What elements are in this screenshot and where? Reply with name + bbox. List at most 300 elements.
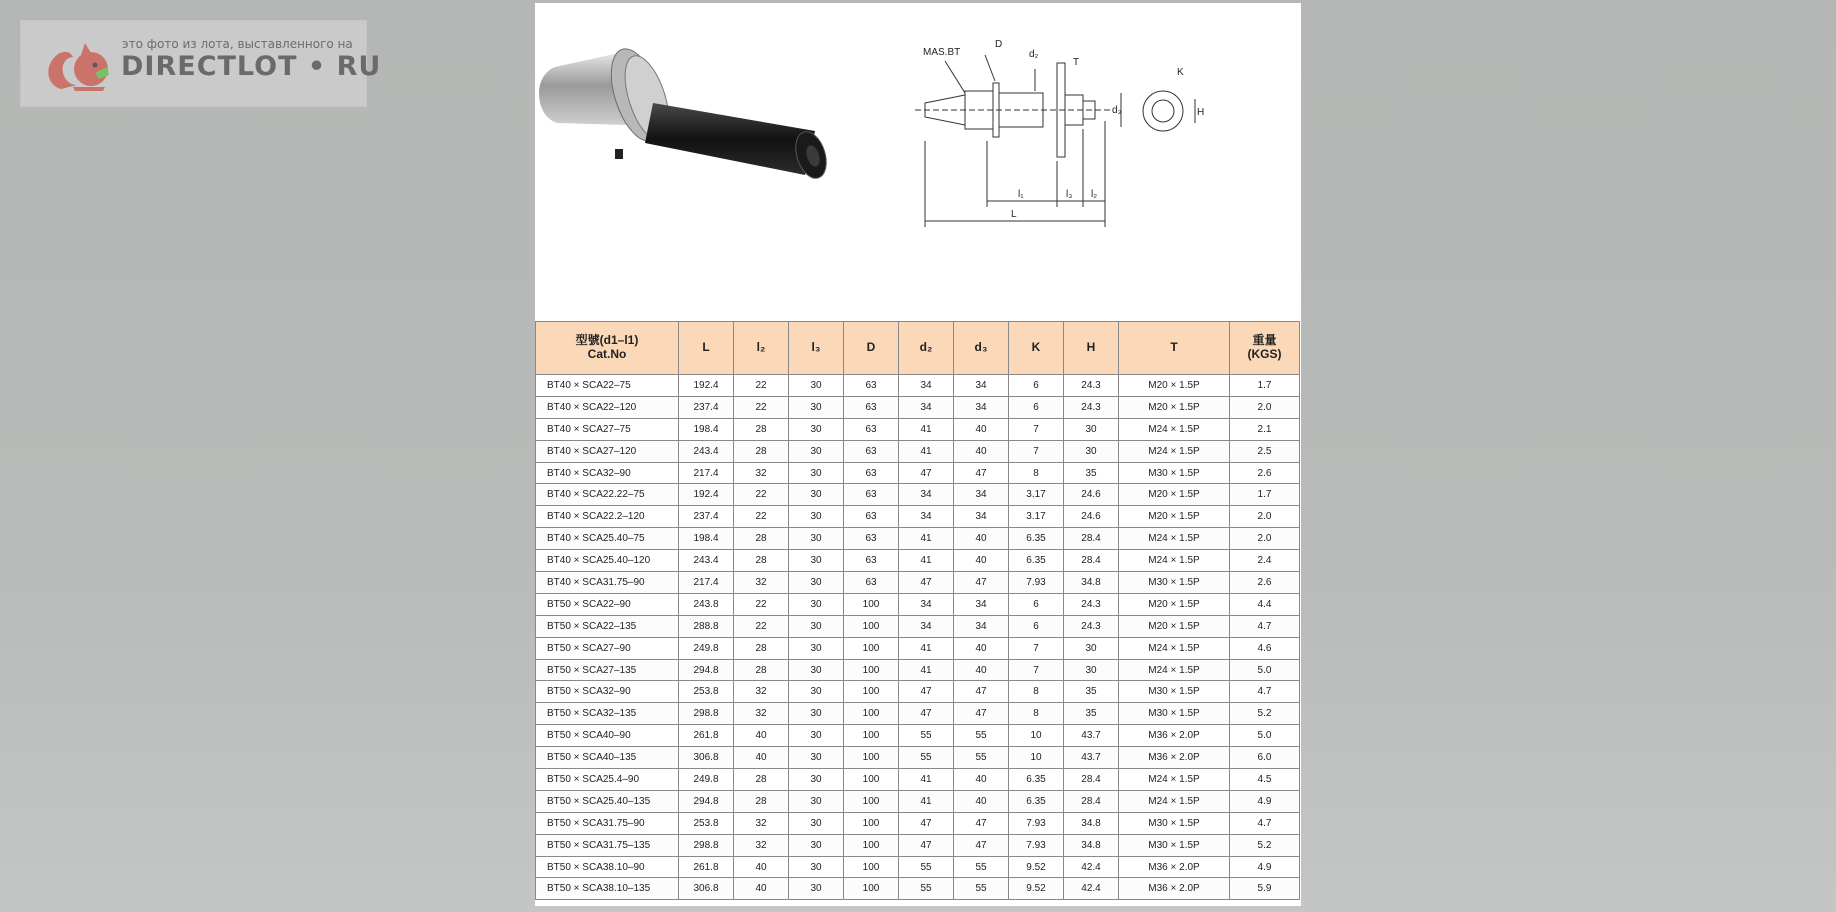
table-cell: M20 × 1.5P — [1119, 593, 1230, 615]
column-header — [1119, 322, 1230, 375]
column-header — [844, 322, 899, 375]
drawing-label-l3: l₃ — [1066, 189, 1073, 200]
table-cell: 2.0 — [1230, 506, 1300, 528]
table-cell: 30 — [789, 615, 844, 637]
table-cell: 34 — [899, 615, 954, 637]
table-cell: M20 × 1.5P — [1119, 615, 1230, 637]
table-cell: 30 — [1064, 418, 1119, 440]
table-cell: 55 — [954, 878, 1009, 900]
table-row — [536, 812, 1300, 834]
table-cell: 28 — [734, 659, 789, 681]
table-cell: 63 — [844, 418, 899, 440]
table-row — [536, 856, 1300, 878]
watermark-caption: это фото из лота, выставленного на — [122, 37, 353, 51]
table-row — [536, 528, 1300, 550]
table-row — [536, 484, 1300, 506]
table-cell: 24.3 — [1064, 593, 1119, 615]
table-cell: 42.4 — [1064, 878, 1119, 900]
drawing-label-t: T — [1073, 57, 1080, 68]
table-cell: 34.8 — [1064, 834, 1119, 856]
table-row — [536, 593, 1300, 615]
table-cell: 4.9 — [1230, 790, 1300, 812]
table-cell: 41 — [899, 528, 954, 550]
table-cell: 7.93 — [1009, 812, 1064, 834]
table-cell: 298.8 — [679, 834, 734, 856]
watermark — [20, 20, 382, 107]
table-cell: 7.93 — [1009, 572, 1064, 594]
table-cell: 40 — [954, 418, 1009, 440]
table-cell: 8 — [1009, 681, 1064, 703]
table-cell: 63 — [844, 528, 899, 550]
table-cell: 43.7 — [1064, 725, 1119, 747]
table-cell: 47 — [899, 703, 954, 725]
table-cell: 192.4 — [679, 484, 734, 506]
cat-no-cell: BT50 × SCA27–90 — [536, 637, 679, 659]
table-cell: 40 — [954, 769, 1009, 791]
cat-no-cell: BT50 × SCA31.75–135 — [536, 834, 679, 856]
table-row — [536, 747, 1300, 769]
table-cell: 2.0 — [1230, 528, 1300, 550]
table-cell: 28 — [734, 769, 789, 791]
table-cell: 100 — [844, 703, 899, 725]
column-header — [1230, 322, 1300, 375]
table-cell: 7 — [1009, 659, 1064, 681]
table-cell: 100 — [844, 834, 899, 856]
cat-no-cell: BT50 × SCA38.10–135 — [536, 878, 679, 900]
cat-no-cell: BT40 × SCA25.40–120 — [536, 550, 679, 572]
table-cell: 7 — [1009, 637, 1064, 659]
column-header-sublabel: Cat.No — [587, 347, 627, 361]
table-cell: 34 — [954, 396, 1009, 418]
table-cell: 22 — [734, 593, 789, 615]
table-cell: 28 — [734, 550, 789, 572]
table-cell: 47 — [954, 703, 1009, 725]
table-cell: 249.8 — [679, 637, 734, 659]
drawing-label-k: K — [1177, 67, 1184, 78]
table-cell: 237.4 — [679, 506, 734, 528]
drawing-label-d3: d₃ — [1112, 105, 1122, 116]
table-cell: M36 × 2.0P — [1119, 856, 1230, 878]
table-cell: 30 — [789, 725, 844, 747]
table-cell: 40 — [954, 528, 1009, 550]
table-cell: 6.0 — [1230, 747, 1300, 769]
table-cell: 6.35 — [1009, 769, 1064, 791]
table-cell: 7 — [1009, 418, 1064, 440]
table-cell: 22 — [734, 506, 789, 528]
table-cell: 5.0 — [1230, 659, 1300, 681]
cat-no-cell: BT50 × SCA25.4–90 — [536, 769, 679, 791]
table-cell: M30 × 1.5P — [1119, 703, 1230, 725]
table-cell: 34 — [954, 593, 1009, 615]
table-cell: 41 — [899, 418, 954, 440]
table-cell: 100 — [844, 769, 899, 791]
drawing-label-d: D — [995, 39, 1003, 50]
table-cell: 34 — [954, 484, 1009, 506]
table-cell: 253.8 — [679, 681, 734, 703]
table-cell: 9.52 — [1009, 878, 1064, 900]
cat-no-cell: BT50 × SCA27–135 — [536, 659, 679, 681]
table-cell: 24.6 — [1064, 484, 1119, 506]
table-cell: 43.7 — [1064, 747, 1119, 769]
column-header-label: l₂ — [756, 340, 766, 355]
column-header — [1064, 322, 1119, 375]
column-header-label: D — [866, 340, 876, 355]
table-cell: 6 — [1009, 396, 1064, 418]
drawing-label-l1: l₁ — [1018, 189, 1024, 200]
column-header — [536, 322, 679, 375]
table-cell: 30 — [1064, 637, 1119, 659]
table-cell: 28.4 — [1064, 528, 1119, 550]
table-cell: 34 — [899, 593, 954, 615]
table-cell: 100 — [844, 747, 899, 769]
table-row — [536, 681, 1300, 703]
table-cell: M20 × 1.5P — [1119, 375, 1230, 397]
table-cell: 30 — [789, 681, 844, 703]
table-row — [536, 725, 1300, 747]
table-cell: M20 × 1.5P — [1119, 506, 1230, 528]
table-cell: 5.0 — [1230, 725, 1300, 747]
table-cell: 294.8 — [679, 790, 734, 812]
table-cell: 3.17 — [1009, 484, 1064, 506]
table-cell: 261.8 — [679, 856, 734, 878]
table-cell: M20 × 1.5P — [1119, 484, 1230, 506]
table-cell: M30 × 1.5P — [1119, 681, 1230, 703]
column-header — [954, 322, 1009, 375]
table-cell: 24.3 — [1064, 375, 1119, 397]
table-cell: 30 — [789, 572, 844, 594]
table-cell: 41 — [899, 440, 954, 462]
table-cell: 100 — [844, 878, 899, 900]
table-cell: 34 — [899, 506, 954, 528]
table-cell: 47 — [954, 834, 1009, 856]
table-cell: 100 — [844, 790, 899, 812]
table-cell: 30 — [789, 856, 844, 878]
table-cell: 47 — [954, 681, 1009, 703]
table-cell: 40 — [954, 790, 1009, 812]
table-cell: 5.9 — [1230, 878, 1300, 900]
table-cell: 243.4 — [679, 550, 734, 572]
table-cell: 47 — [899, 812, 954, 834]
table-cell: 6 — [1009, 615, 1064, 637]
cat-no-cell: BT40 × SCA25.40–75 — [536, 528, 679, 550]
table-cell: M36 × 2.0P — [1119, 878, 1230, 900]
table-row — [536, 615, 1300, 637]
table-row — [536, 834, 1300, 856]
table-cell: 192.4 — [679, 375, 734, 397]
table-cell: 4.7 — [1230, 812, 1300, 834]
table-cell: 100 — [844, 681, 899, 703]
table-cell: M24 × 1.5P — [1119, 528, 1230, 550]
table-cell: 6 — [1009, 593, 1064, 615]
column-header-label: T — [1170, 340, 1178, 355]
table-cell: 198.4 — [679, 528, 734, 550]
table-cell: 237.4 — [679, 396, 734, 418]
table-cell: 30 — [789, 747, 844, 769]
table-cell: 41 — [899, 550, 954, 572]
table-cell: 55 — [899, 878, 954, 900]
table-cell: 294.8 — [679, 659, 734, 681]
table-cell: 63 — [844, 506, 899, 528]
table-cell: 42.4 — [1064, 856, 1119, 878]
table-cell: 100 — [844, 856, 899, 878]
table-cell: 63 — [844, 396, 899, 418]
table-cell: 28 — [734, 418, 789, 440]
technical-drawing — [905, 21, 1295, 281]
table-cell: 28 — [734, 528, 789, 550]
table-cell: 32 — [734, 572, 789, 594]
table-cell: 2.0 — [1230, 396, 1300, 418]
table-cell: 35 — [1064, 462, 1119, 484]
table-cell: 6 — [1009, 375, 1064, 397]
table-cell: M30 × 1.5P — [1119, 462, 1230, 484]
table-row — [536, 440, 1300, 462]
table-cell: 47 — [954, 812, 1009, 834]
table-cell: 32 — [734, 462, 789, 484]
tool-holder-image — [535, 3, 880, 203]
cat-no-cell: BT50 × SCA22–90 — [536, 593, 679, 615]
drawing-label-d2: d₂ — [1029, 49, 1039, 60]
table-cell: 2.6 — [1230, 462, 1300, 484]
cat-no-cell: BT50 × SCA32–135 — [536, 703, 679, 725]
cat-no-cell: BT50 × SCA40–90 — [536, 725, 679, 747]
cat-no-cell: BT50 × SCA40–135 — [536, 747, 679, 769]
table-cell: 34 — [899, 375, 954, 397]
column-header-label: L — [702, 340, 710, 355]
table-cell: 40 — [954, 550, 1009, 572]
table-cell: 34.8 — [1064, 812, 1119, 834]
table-cell: 40 — [734, 747, 789, 769]
cat-no-cell: BT40 × SCA22.2–120 — [536, 506, 679, 528]
table-cell: 24.6 — [1064, 506, 1119, 528]
table-cell: 7 — [1009, 440, 1064, 462]
table-cell: 5.2 — [1230, 834, 1300, 856]
table-cell: 28.4 — [1064, 769, 1119, 791]
table-cell: 100 — [844, 593, 899, 615]
table-cell: 30 — [789, 659, 844, 681]
column-header-label: d₂ — [919, 340, 933, 355]
table-cell: 63 — [844, 550, 899, 572]
table-cell: 4.9 — [1230, 856, 1300, 878]
spec-table — [535, 321, 1300, 900]
table-cell: 55 — [899, 856, 954, 878]
table-cell: 10 — [1009, 747, 1064, 769]
table-cell: 34 — [899, 484, 954, 506]
table-cell: 47 — [899, 572, 954, 594]
table-cell: 47 — [899, 834, 954, 856]
product-sheet — [535, 3, 1301, 906]
table-row — [536, 769, 1300, 791]
table-cell: 63 — [844, 572, 899, 594]
table-cell: 40 — [954, 659, 1009, 681]
table-row — [536, 703, 1300, 725]
table-cell: 249.8 — [679, 769, 734, 791]
table-cell: 4.7 — [1230, 615, 1300, 637]
table-row — [536, 659, 1300, 681]
table-cell: 306.8 — [679, 747, 734, 769]
table-cell: 4.6 — [1230, 637, 1300, 659]
table-cell: 32 — [734, 812, 789, 834]
drawing-label-h: H — [1197, 107, 1205, 118]
table-cell: 2.4 — [1230, 550, 1300, 572]
table-cell: 32 — [734, 703, 789, 725]
table-row — [536, 462, 1300, 484]
cat-no-cell: BT50 × SCA25.40–135 — [536, 790, 679, 812]
table-cell: 30 — [789, 396, 844, 418]
table-cell: 217.4 — [679, 462, 734, 484]
table-cell: 6.35 — [1009, 550, 1064, 572]
table-cell: 40 — [734, 878, 789, 900]
table-cell: 28 — [734, 790, 789, 812]
table-cell: 217.4 — [679, 572, 734, 594]
table-cell: 30 — [789, 769, 844, 791]
column-header — [1009, 322, 1064, 375]
table-cell: 63 — [844, 484, 899, 506]
column-header-sublabel: (KGS) — [1247, 347, 1282, 361]
table-cell: 35 — [1064, 703, 1119, 725]
cat-no-cell: BT40 × SCA27–120 — [536, 440, 679, 462]
table-cell: 6.35 — [1009, 790, 1064, 812]
table-cell: 9.52 — [1009, 856, 1064, 878]
table-cell: 40 — [954, 440, 1009, 462]
table-cell: M20 × 1.5P — [1119, 396, 1230, 418]
table-cell: 4.4 — [1230, 593, 1300, 615]
table-row — [536, 506, 1300, 528]
table-cell: 3.17 — [1009, 506, 1064, 528]
table-cell: 8 — [1009, 462, 1064, 484]
table-cell: 28 — [734, 637, 789, 659]
cat-no-cell: BT40 × SCA31.75–90 — [536, 572, 679, 594]
table-cell: 47 — [954, 462, 1009, 484]
table-cell: 30 — [789, 440, 844, 462]
table-cell: 40 — [734, 725, 789, 747]
cat-no-cell: BT50 × SCA32–90 — [536, 681, 679, 703]
table-row — [536, 572, 1300, 594]
table-cell: 261.8 — [679, 725, 734, 747]
table-cell: 243.8 — [679, 593, 734, 615]
table-cell: 288.8 — [679, 615, 734, 637]
column-header — [734, 322, 789, 375]
table-cell: 28.4 — [1064, 790, 1119, 812]
table-cell: 30 — [789, 637, 844, 659]
table-cell: 30 — [789, 834, 844, 856]
table-row — [536, 637, 1300, 659]
table-cell: 34 — [899, 396, 954, 418]
table-cell: 2.6 — [1230, 572, 1300, 594]
table-cell: 47 — [899, 462, 954, 484]
cat-no-cell: BT40 × SCA22–75 — [536, 375, 679, 397]
table-cell: 34.8 — [1064, 572, 1119, 594]
column-header — [789, 322, 844, 375]
table-cell: 55 — [954, 747, 1009, 769]
table-cell: 30 — [789, 462, 844, 484]
table-cell: 63 — [844, 462, 899, 484]
table-cell: 30 — [789, 812, 844, 834]
table-cell: 32 — [734, 834, 789, 856]
table-cell: 40 — [734, 856, 789, 878]
table-cell: 2.1 — [1230, 418, 1300, 440]
table-cell: 22 — [734, 375, 789, 397]
table-cell: 47 — [899, 681, 954, 703]
table-cell: 30 — [789, 878, 844, 900]
table-cell: 30 — [789, 484, 844, 506]
table-row — [536, 790, 1300, 812]
column-header-label: K — [1031, 340, 1041, 355]
table-cell: 30 — [1064, 440, 1119, 462]
table-cell: M30 × 1.5P — [1119, 572, 1230, 594]
table-cell: 22 — [734, 396, 789, 418]
table-cell: 4.5 — [1230, 769, 1300, 791]
table-cell: 55 — [899, 747, 954, 769]
table-cell: 10 — [1009, 725, 1064, 747]
table-cell: 35 — [1064, 681, 1119, 703]
table-cell: 100 — [844, 659, 899, 681]
cat-no-cell: BT40 × SCA22.22–75 — [536, 484, 679, 506]
column-header-label: d₃ — [974, 340, 988, 355]
squirrel-logo-icon — [43, 39, 125, 95]
column-header-label: 型號(d1–l1) — [575, 333, 639, 348]
table-cell: 298.8 — [679, 703, 734, 725]
table-cell: 34 — [954, 615, 1009, 637]
table-cell: 30 — [789, 703, 844, 725]
table-cell: 34 — [954, 506, 1009, 528]
table-row — [536, 550, 1300, 572]
table-cell: 34 — [954, 375, 1009, 397]
table-cell: 100 — [844, 812, 899, 834]
drawing-label-l: L — [1011, 209, 1017, 220]
column-header — [899, 322, 954, 375]
drawing-label-l2: l₂ — [1091, 189, 1098, 200]
table-cell: M24 × 1.5P — [1119, 418, 1230, 440]
table-cell: 8 — [1009, 703, 1064, 725]
cat-no-cell: BT50 × SCA22–135 — [536, 615, 679, 637]
table-cell: M36 × 2.0P — [1119, 725, 1230, 747]
table-row — [536, 418, 1300, 440]
table-cell: 306.8 — [679, 878, 734, 900]
column-header-label: 重量 — [1252, 333, 1277, 348]
table-cell: 100 — [844, 615, 899, 637]
table-cell: 30 — [789, 550, 844, 572]
table-cell: 30 — [789, 528, 844, 550]
cat-no-cell: BT40 × SCA32–90 — [536, 462, 679, 484]
table-cell: 5.2 — [1230, 703, 1300, 725]
table-cell: 7.93 — [1009, 834, 1064, 856]
table-cell: M24 × 1.5P — [1119, 790, 1230, 812]
cat-no-cell: BT40 × SCA27–75 — [536, 418, 679, 440]
table-cell: 24.3 — [1064, 396, 1119, 418]
table-cell: 30 — [789, 375, 844, 397]
table-cell: 41 — [899, 769, 954, 791]
table-row — [536, 878, 1300, 900]
table-cell: 30 — [789, 790, 844, 812]
table-cell: 28.4 — [1064, 550, 1119, 572]
watermark-brand: DIRECTLOT • RU — [121, 51, 382, 82]
table-cell: 22 — [734, 484, 789, 506]
table-cell: M30 × 1.5P — [1119, 812, 1230, 834]
drawing-label-mas-bt: MAS.BT — [923, 47, 961, 58]
table-cell: M24 × 1.5P — [1119, 550, 1230, 572]
table-row — [536, 375, 1300, 397]
column-header — [679, 322, 734, 375]
column-header-label: l₃ — [811, 340, 821, 355]
table-cell: M24 × 1.5P — [1119, 659, 1230, 681]
table-cell: 243.4 — [679, 440, 734, 462]
cat-no-cell: BT50 × SCA31.75–90 — [536, 812, 679, 834]
table-cell: 253.8 — [679, 812, 734, 834]
table-cell: 30 — [789, 593, 844, 615]
table-cell: 47 — [954, 572, 1009, 594]
table-cell: 55 — [899, 725, 954, 747]
table-cell: 22 — [734, 615, 789, 637]
